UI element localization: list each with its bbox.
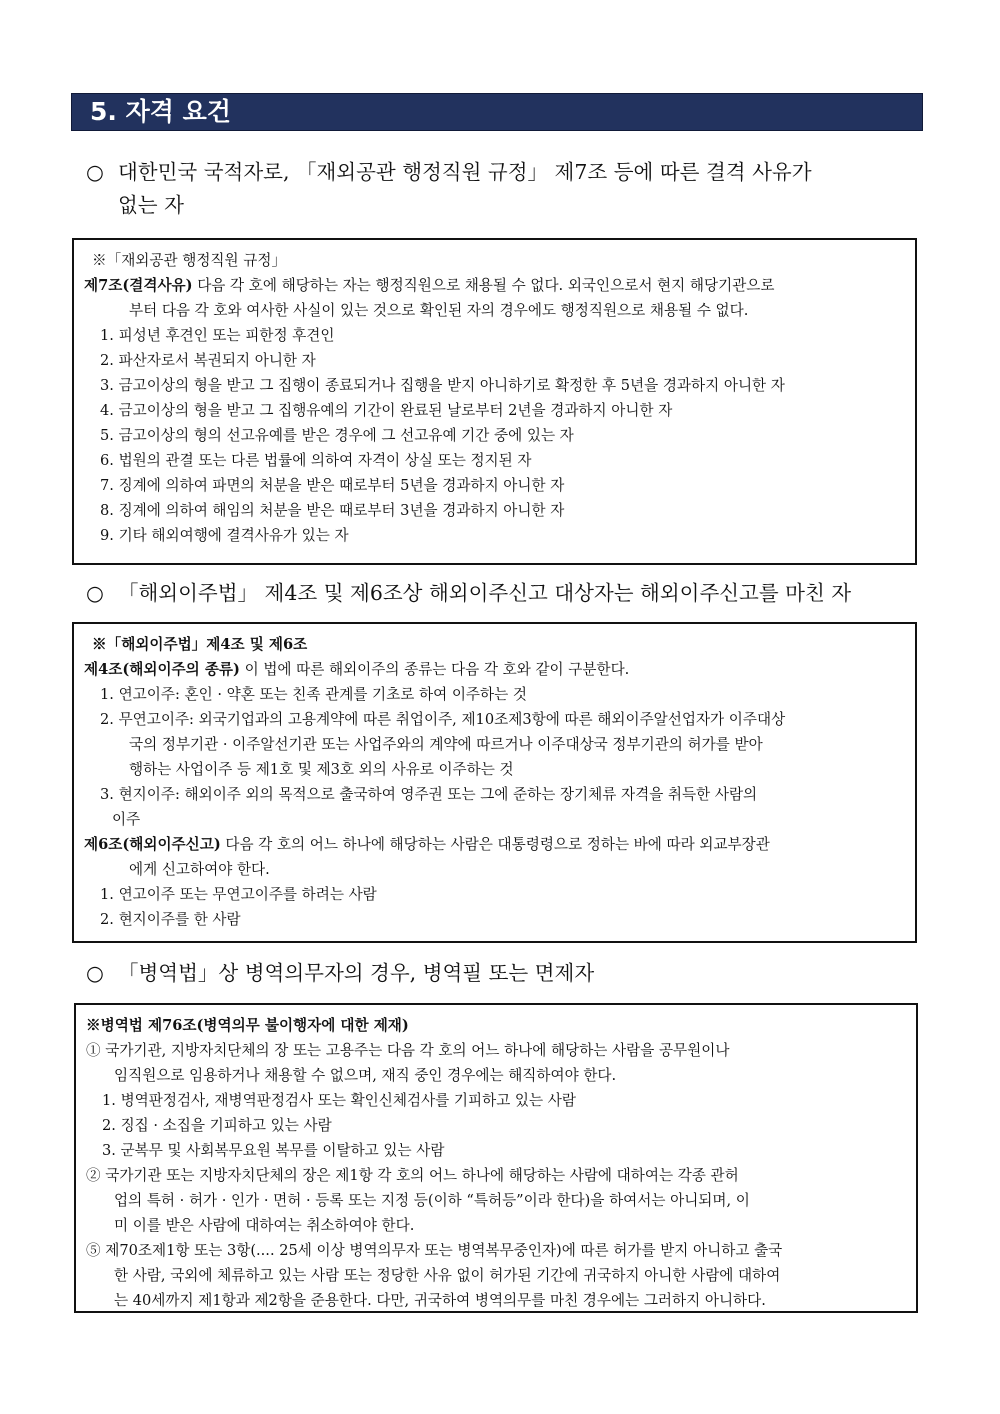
- list-item: 2. 현지이주를 한 사람: [100, 911, 241, 928]
- list-item: 1. 연고이주: 혼인 · 약혼 또는 친족 관계를 기초로 하여 이주하는 것: [100, 686, 527, 703]
- list-item-cont: 국의 정부기관 · 이주알선기관 또는 사업주와의 계약에 따르거나 이주대상국 정부기관의 허가를 받아: [129, 736, 763, 753]
- article-7-cont: 부터 다음 각 호와 여사한 사실이 있는 것으로 확인된 자의 경우에도 행정직원으로 채용될 수 없다.: [129, 302, 749, 319]
- list-item: 3. 금고이상의 형을 받고 그 집행이 종료되거나 집행을 받지 아니하기로 확정한 후 5년을 경과하지 아니한 자: [100, 377, 785, 394]
- regulation-box-3: [74, 1003, 918, 1313]
- list-item-cont: 이주: [112, 811, 141, 828]
- list-item: 5. 금고이상의 형의 선고유예를 받은 경우에 그 선고유예 기간 중에 있는 자: [100, 427, 574, 444]
- article-7-body: 다음 각 호에 해당하는 자는 행정직원으로 채용될 수 없다. 외국인으로서 현지 해당기관으로: [192, 277, 775, 294]
- requirement-2-text: 「해외이주법」 제4조 및 제6조상 해외이주신고 대상자는 해외이주신고를 마친 자: [118, 581, 852, 605]
- box-2-title: ※「해외이주법」제4조 및 제6조: [92, 636, 308, 653]
- paragraph-1: ① 국가기관, 지방자치단체의 장 또는 고용주는 다음 각 호의 어느 하나에 해당하는 사람을 공무원이나: [86, 1042, 730, 1059]
- article-6-body: 다음 각 호의 어느 하나에 해당하는 사람은 대통령령으로 정하는 바에 따라 외교부장관: [220, 836, 770, 853]
- box-1-title: ※「재외공관 행정직원 규정」: [92, 252, 287, 269]
- list-item: 4. 금고이상의 형을 받고 그 집행유예의 기간이 완료된 날로부터 2년을 경과하지 아니한 자: [100, 402, 673, 419]
- paragraph-1-cont: 임직원으로 임용하거나 채용할 수 없으며, 재직 중인 경우에는 해직하여야 한다.: [114, 1067, 617, 1084]
- article-4-head: 제4조(해외이주의 종류): [84, 661, 240, 678]
- list-item: 7. 징계에 의하여 파면의 처분을 받은 때로부터 5년을 경과하지 아니한 자: [100, 477, 565, 494]
- circle-bullet-icon: ○: [86, 961, 104, 985]
- article-6-head: 제6조(해외이주신고): [84, 836, 221, 853]
- list-item: 2. 무연고이주: 외국기업과의 고용계약에 따른 취업이주, 제10조제3항에 따른 해외이주알선업자가 이주대상: [100, 711, 786, 728]
- requirement-3-text: 「병역법」상 병역의무자의 경우, 병역필 또는 면제자: [118, 961, 595, 985]
- list-item: 6. 법원의 관결 또는 다른 법률에 의하여 자격이 상실 또는 정지된 자: [100, 452, 532, 469]
- paragraph-5: ⑤ 제70조제1항 또는 3항(.... 25세 이상 병역의무자 또는 병역복무중인자)에 따른 허가를 받지 아니하고 출국: [86, 1242, 783, 1259]
- paragraph-2: ② 국가기관 또는 지방자치단체의 장은 제1항 각 호의 어느 하나에 해당하는 사람에 대하여는 각종 관허: [86, 1167, 739, 1184]
- list-item: 8. 징계에 의하여 해임의 처분을 받은 때로부터 3년을 경과하지 아니한 자: [100, 502, 565, 519]
- list-item: 9. 기타 해외여행에 결격사유가 있는 자: [100, 527, 349, 544]
- list-item-cont: 행하는 사업이주 등 제1호 및 제3호 외의 사유로 이주하는 것: [129, 761, 514, 778]
- list-item: 3. 현지이주: 해외이주 외의 목적으로 출국하여 영주권 또는 그에 준하는 장기체류 자격을 취득한 사람의: [100, 786, 758, 803]
- circle-bullet-icon: ○: [86, 581, 104, 605]
- section-title: 5. 자격 요건: [71, 93, 923, 131]
- paragraph-2-cont: 업의 특허 · 허가 · 인가 · 면허 · 등록 또는 지정 등(이하 “특허등”이라 한다)을 하여서는 아니되며, 이: [114, 1192, 750, 1209]
- list-item: 2. 파산자로서 복권되지 아니한 자: [100, 352, 316, 369]
- requirement-2: [86, 577, 936, 610]
- requirement-1: [86, 156, 928, 222]
- article-4-body: 이 법에 따른 해외이주의 종류는 다음 각 호와 같이 구분한다.: [239, 661, 630, 678]
- list-item: 1. 피성년 후견인 또는 피한정 후견인: [100, 327, 335, 344]
- article-7-head: 제7조(결격사유): [84, 277, 193, 294]
- requirement-1-text: 대한민국 국적자로, 「재외공관 행정직원 규정」 제7조 등에 따른 결격 사유가: [118, 160, 812, 184]
- paragraph-5-cont: 한 사람, 국외에 체류하고 있는 사람 또는 정당한 사유 없이 허가된 기간에 귀국하지 아니한 사람에 대하여: [114, 1267, 781, 1284]
- requirement-1-text-cont: 없는 자: [118, 193, 184, 217]
- list-item: 3. 군복무 및 사회복무요원 복무를 이탈하고 있는 사람: [102, 1142, 445, 1159]
- article-6-cont: 에게 신고하여야 한다.: [129, 861, 270, 878]
- regulation-box-1: [72, 238, 917, 565]
- circle-bullet-icon: ○: [86, 160, 104, 184]
- box-3-title: ※병역법 제76조(병역의무 불이행자에 대한 제재): [86, 1017, 409, 1034]
- regulation-box-2: [72, 622, 917, 943]
- list-item: 1. 병역판정검사, 재병역판정검사 또는 확인신체검사를 기피하고 있는 사람: [102, 1092, 576, 1109]
- list-item: 1. 연고이주 또는 무연고이주를 하려는 사람: [100, 886, 377, 903]
- requirement-3: [86, 957, 928, 990]
- paragraph-2-cont: 미 이를 받은 사람에 대하여는 취소하여야 한다.: [114, 1217, 415, 1234]
- paragraph-5-cont: 는 40세까지 제1항과 제2항을 준용한다. 다만, 귀국하여 병역의무를 마친 경우에는 그러하지 아니하다.: [114, 1292, 766, 1309]
- list-item: 2. 징집 · 소집을 기피하고 있는 사람: [102, 1117, 332, 1134]
